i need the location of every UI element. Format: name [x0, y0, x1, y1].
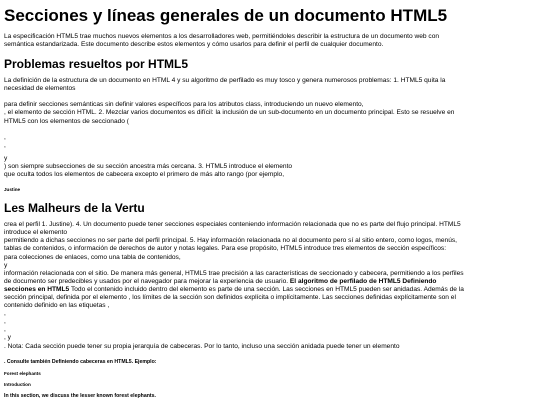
s2-p2-line-3	[4, 286, 536, 294]
s2-p2-line-3-plain: Todo el contenido incluido dentro del elemento es parte de una sección. Las secciones en HTML5 pueden ser anidadas. Además de la	[69, 285, 464, 293]
page-title: Secciones y líneas generales de un documento HTML5	[4, 6, 448, 25]
s2-p2-line-2	[4, 278, 536, 286]
s2-p2-line-3-bold: secciones en HTML5	[4, 285, 70, 293]
s1-p2-line-1: para definir secciones semánticas sin definir valores específicos para los atributos class, introduciendo un nuevo elemento,	[4, 101, 364, 109]
s2-p3-line: . Nota: Cada sección puede tener su propia jerarquía de cabeceras. Por lo tanto, incluso una sección anidada puede tener un elemento	[4, 342, 400, 350]
s2-example-heading-1: Forest elephants	[4, 370, 41, 376]
s1-separator-2: ,	[4, 141, 6, 149]
s2-p2-line-1: información relacionada con el sitio. De manera más general, HTML5 trae precisión a las características de seccionado y cabecera, permitiendo a los perfiles	[4, 269, 464, 277]
s2-p2-line-2-plain: de documento ser predecibles y usados por el navegador para mejorar la experiencia de usuario.	[4, 277, 289, 285]
s2-p1-line-2: introduce el elemento	[4, 229, 68, 237]
s1-p2-line-3: HTML5 con los elementos de seccionado (	[4, 117, 129, 125]
s2-example-paragraph: In this section, we discuss the lesser known forest elephants.	[4, 392, 156, 399]
intro-line-2: semántica estandarizada. Este documento describe estos elementos y cómo usarlos para definir el perfil de cualquier documento.	[4, 41, 384, 49]
s1-p3-line-1: ) son siempre subsecciones de su sección ancestra más cercana. 3. HTML5 introduce el elemento	[4, 162, 293, 170]
s2-separator-4: , y	[4, 334, 11, 342]
s2-example-intro: . Consulte también Definiendo cabeceras en HTML5. Ejemplo:	[4, 358, 157, 365]
s2-p2-line-2-bold: El algoritmo de perfilado de HTML5 Definiendo	[288, 277, 437, 285]
s2-p1-line-4: tablas de contenidos, o información de derechos de autor y notas legales. Para ese propósito, HTML5 introduce tres elementos de sección específicos:	[4, 245, 447, 253]
s1-p1-line-1: La definición de la estructura de un documento en HTML 4 y su algoritmo de perfilado es muy tosco y genera numerosos problemas: 1. HTML5 quita la	[4, 77, 446, 85]
s1-p3-line-2: que oculta todos los elementos de cabecera excepto el primero de más alto rango (por ejemplo,	[4, 171, 285, 179]
s1-p1-line-2: necesidad de elementos	[4, 85, 76, 93]
s2-p1-line-6: y	[4, 261, 8, 269]
s1-p2-line-2: , el elemento de sección HTML. 2. Mezclar varios documentos es difícil: la inclusión de un sub-documento en un documento principal. Esto se resuelve en	[4, 109, 455, 117]
s2-p2-line-4: sección principal, definida por el elemento , los límites de la sección son definidos explícita o implícitamente. Las secciones definidas explícitamente son el	[4, 293, 456, 301]
s2-separator-2: ,	[4, 318, 6, 326]
s2-example-heading-2: Introduction	[4, 381, 31, 387]
s1-separator-1: ,	[4, 133, 6, 141]
s2-p1-line-3: permitiendo a dichas secciones no ser parte del perfil principal. 5. Hay información relacionada no al documento pero sí al sitio entero, como logos, menús,	[4, 237, 458, 245]
s1-tiny-heading: Justine	[4, 187, 21, 193]
intro-line-1: La especificación HTML5 trae muchos nuevos elementos a los desarrolladores web, permitiéndoles describir la estructura de un documento web con	[4, 33, 440, 40]
s2-separator-3: ,	[4, 326, 6, 334]
section-heading-problemas: Problemas resueltos por HTML5	[4, 57, 189, 72]
s2-separator-1: ,	[4, 310, 6, 318]
s2-p2-line-5: contenido definido en las etiquetas ,	[4, 302, 110, 310]
s2-p1-line-5: para colecciones de enlaces, como una tabla de contenidos,	[4, 253, 181, 261]
s1-separator-3: y	[4, 154, 8, 162]
s2-p1-line-1: crea el perfil 1. Justine). 4. Un documento puede tener secciones especiales conteniendo información relacionada que no es parte del flujo principal. HTML5	[4, 221, 461, 229]
section-heading-malheurs: Les Malheurs de la Vertu	[4, 201, 145, 216]
